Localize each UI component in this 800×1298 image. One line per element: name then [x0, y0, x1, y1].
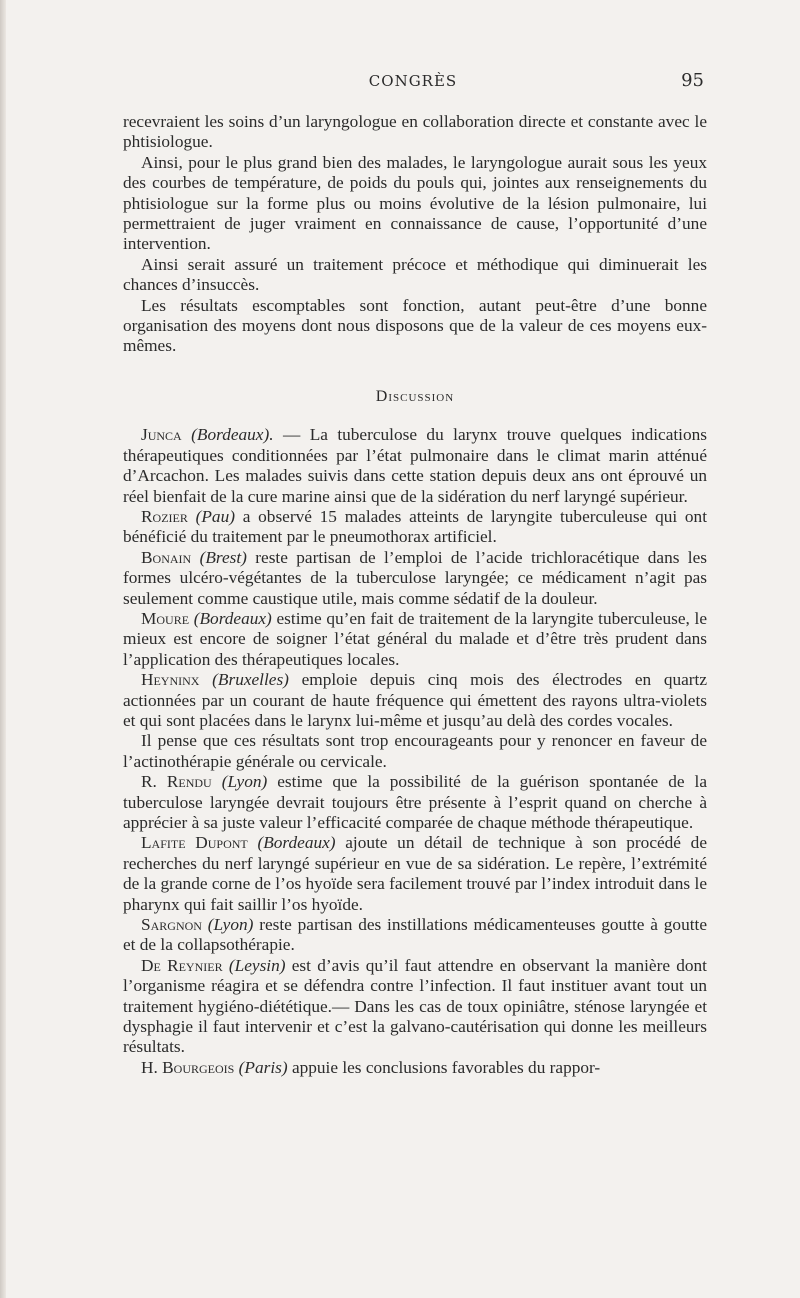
speaker-name: Bonain — [141, 547, 192, 567]
intervention-text: estime que la possibilité de la guérison spontanée de la tuberculose laryngée devrait toujours être présente à l’esprit quand on cherche à apprécier à sa juste valeur l’efficacité comparée de chaque méthode thérapeutique. — [123, 772, 707, 832]
intervention-text: Il pense que ces résultats sont trop encourageants pour y renoncer en faveur de l’actinothérapie générale ou cervicale. — [123, 731, 707, 771]
speaker-place: (Bordeaux) — [257, 833, 336, 853]
speaker-name: Rozier — [141, 506, 188, 526]
speaker-place: (Bruxelles) — [212, 670, 289, 690]
intervention-paragraph — [123, 609, 707, 670]
paragraph: recevraient les soins d’un laryngologue en collaboration directe et constante avec le phtisiologue. — [123, 112, 707, 152]
intervention-paragraph — [123, 833, 707, 915]
speaker-place: (Bordeaux) — [193, 608, 272, 628]
speaker-place: (Pau) — [195, 506, 235, 526]
speaker-name: Junca — [141, 425, 182, 445]
speaker-place: (Brest) — [199, 547, 247, 567]
page-binding-edge — [0, 0, 6, 1298]
speaker-name: Sargnon — [141, 915, 202, 935]
speaker-name: Bourgeois — [162, 1057, 235, 1077]
intervention-text: estime qu’en fait de traitement de la laryngite tuberculeuse, le mieux est encore de soigner l’état général du malade et d’être très prudent dans l’application des thérapeutiques locales. — [123, 608, 707, 669]
intervention-paragraph — [123, 772, 707, 833]
speaker-initial: H. — [141, 1057, 163, 1077]
speaker-name: De Reynier — [141, 955, 223, 975]
intervention-paragraph — [123, 1058, 707, 1078]
intervention-text: est d’avis qu’il faut attendre en observant la manière dont l’organisme réagira et se défendra contre l’infection. Il faut instituer avant tout un traitement hygiéno-diététique.— Dans les cas de toux opiniâtre, sténose laryngée et dysphagie il faut intervenir et c’est la galvano-cautérisation qui donne les meilleurs résultats. — [123, 955, 707, 1057]
intervention-paragraph — [123, 731, 707, 772]
speaker-place: (Bordeaux). — [191, 425, 274, 445]
page-number: 95 — [681, 70, 704, 91]
intervention-paragraph — [123, 425, 707, 507]
intervention-paragraph — [123, 507, 707, 548]
speaker-place: (Leysin) — [228, 955, 286, 975]
page-body — [123, 112, 707, 1078]
speaker-place: (Lyon) — [207, 915, 254, 935]
speaker-place: (Paris) — [238, 1057, 288, 1077]
speaker-name: Lafite Dupont — [141, 833, 248, 853]
paragraph: Ainsi, pour le plus grand bien des malades, le laryngologue aurait sous les yeux des courbes de température, de poids du pouls qui, jointes aux renseignements du phtisiologue sur la forme plus ou moins évolutive de la lésion pulmonaire, lui permettraient de juger vraiment en connaissance de cause, l’opportunité d’une intervention. — [123, 152, 707, 254]
intervention-text: reste partisan des instillations médicamenteuses goutte à goutte et de la collapsothérapie. — [123, 915, 707, 955]
paragraph: Les résultats escomptables sont fonction, autant peut-être d’une bonne organisation des moyens dont nous disposons que de la valeur de ces moyens eux-mêmes. — [123, 295, 707, 356]
intervention-paragraph — [123, 915, 707, 956]
speaker-name: Heyninx — [141, 670, 200, 690]
intervention-paragraph — [123, 548, 707, 609]
intervention-text: appuie les conclusions favorables du rappor- — [287, 1057, 601, 1077]
speaker-initial: R. — [141, 772, 167, 792]
intervention-text: a observé 15 malades atteints de laryngite tuberculeuse qui ont bénéficié du traitement par le pneumothorax artificiel. — [123, 506, 707, 547]
speaker-name: Rendu — [166, 772, 212, 792]
intervention-text: reste partisan de l’emploi de l’acide trichloracétique dans les formes ulcéro-végétantes de la tuberculose laryngée; ce médicament n’agit pas seulement comme caustique utile, mais comme sédatif de la douleur. — [123, 547, 707, 608]
running-head: CONGRÈS — [368, 72, 458, 90]
intervention-paragraph — [123, 956, 707, 1058]
paragraph: Ainsi serait assuré un traitement précoce et méthodique qui diminuerait les chances d’insuccès. — [123, 254, 707, 295]
section-title-discussion: Discussion — [375, 387, 455, 405]
intervention-text: — La tuberculose du larynx trouve quelques indications thérapeutiques conditionnées par l’état pulmonaire dans le climat marin atténué d’Arcachon. Les malades suivis dans cette station depuis deux ans ont éprouvé un réel bienfait de la cure marine ainsi que de la sidération du nerf laryngé supérieur. — [123, 425, 707, 506]
intervention-text: emploie depuis cinq mois des électrodes en quartz actionnées par un courant de haute fréquence qui émettent des rayons ultra-violets et qui sont placées dans le larynx lui-même et jusqu’au delà des cordes vocales. — [123, 670, 707, 730]
speaker-name: Moure — [141, 608, 190, 628]
intervention-text: ajoute un détail de technique à son procédé de recherches du nerf laryngé supérieur en vue de sa sidération. Le repère, l’extrémité de la grande corne de l’os hyoïde sera facilement trouvé par l’index introduit dans le pharynx qui fait saillir l’os hyoïde. — [123, 833, 707, 914]
intervention-paragraph — [123, 670, 707, 731]
speaker-place: (Lyon) — [221, 772, 268, 792]
page-header — [122, 70, 704, 96]
